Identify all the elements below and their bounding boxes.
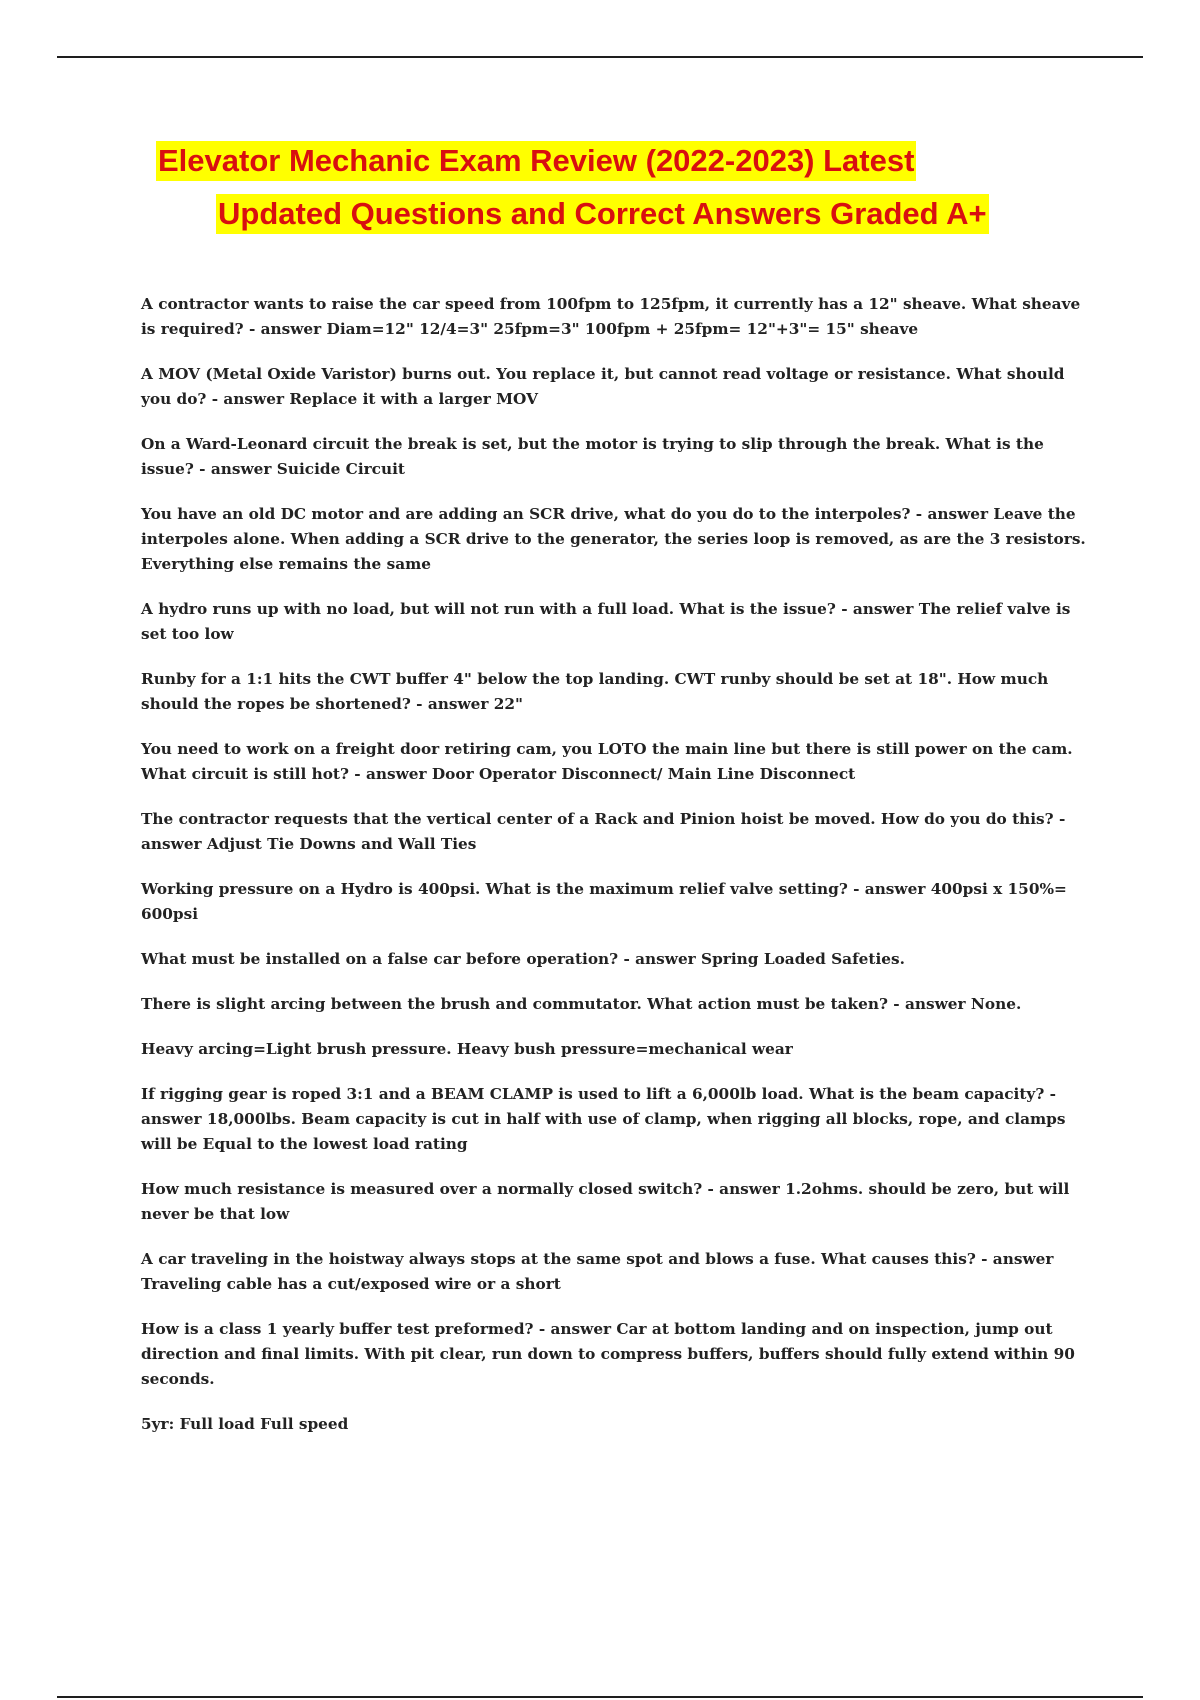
qa-item: A contractor wants to raise the car speed from 100fpm to 125fpm, it currently has a 12" sheave. What sheave is required? - answer Diam=12" 12/4=3" 25fpm=3" 100fpm + 25fpm= 12"+3"= 15" sheave bbox=[141, 295, 1081, 338]
qa-item: On a Ward-Leonard circuit the break is set, but the motor is trying to slip through the break. What is the issue? - answer Suicide Circuit bbox=[141, 435, 1044, 478]
qa-item: There is slight arcing between the brush and commutator. What action must be taken? - answer None. bbox=[141, 995, 1022, 1013]
qa-item: Working pressure on a Hydro is 400psi. What is the maximum relief valve setting? - answer 400psi x 150%= 600psi bbox=[141, 880, 1067, 923]
qa-item: You need to work on a freight door retiring cam, you LOTO the main line but there is still power on the cam. What circuit is still hot? - answer Door Operator Disconnect/ Main Line Disconnect bbox=[141, 740, 1073, 783]
qa-item: How is a class 1 yearly buffer test preformed? - answer Car at bottom landing and on inspection, jump out direction and final limits. With pit clear, run down to compress buffers, buffers should fully extend within 90 seconds. bbox=[141, 1320, 1075, 1388]
qa-item: You have an old DC motor and are adding an SCR drive, what do you do to the interpoles? - answer Leave the interpoles alone. When adding a SCR drive to the generator, the series loop is removed, as are the 3 resistors. Everything else remains the same bbox=[141, 505, 1086, 573]
qa-item: What must be installed on a false car before operation? - answer Spring Loaded Safeties. bbox=[141, 950, 905, 968]
qa-item: 5yr: Full load Full speed bbox=[141, 1415, 349, 1433]
title-line-1: Elevator Mechanic Exam Review (2022-2023) Latest bbox=[156, 141, 916, 181]
qa-item: A hydro runs up with no load, but will not run with a full load. What is the issue? - answer The relief valve is set too low bbox=[141, 600, 1071, 643]
title-line-2: Updated Questions and Correct Answers Graded A+ bbox=[216, 194, 989, 234]
qa-item: A MOV (Metal Oxide Varistor) burns out. You replace it, but cannot read voltage or resistance. What should you do? - answer Replace it with a larger MOV bbox=[141, 365, 1065, 408]
qa-item: Heavy arcing=Light brush pressure. Heavy bush pressure=mechanical wear bbox=[141, 1040, 793, 1058]
bottom-rule bbox=[57, 1696, 1143, 1698]
qa-item: How much resistance is measured over a normally closed switch? - answer 1.2ohms. should be zero, but will never be that low bbox=[141, 1180, 1070, 1223]
qa-list bbox=[141, 292, 1091, 1457]
qa-item: Runby for a 1:1 hits the CWT buffer 4" below the top landing. CWT runby should be set at 18". How much should the ropes be shortened? - answer 22" bbox=[141, 670, 1049, 713]
qa-item: A car traveling in the hoistway always stops at the same spot and blows a fuse. What causes this? - answer Traveling cable has a cut/exposed wire or a short bbox=[141, 1250, 1054, 1293]
qa-item: The contractor requests that the vertical center of a Rack and Pinion hoist be moved. How do you do this? - answer Adjust Tie Downs and Wall Ties bbox=[141, 810, 1066, 853]
qa-item: If rigging gear is roped 3:1 and a BEAM CLAMP is used to lift a 6,000lb load. What is the beam capacity? - answer 18,000lbs. Beam capacity is cut in half with use of clamp, when rigging all blocks, rope, and clamps will be Equal to the lowest load rating bbox=[141, 1085, 1066, 1153]
top-rule bbox=[57, 56, 1143, 58]
